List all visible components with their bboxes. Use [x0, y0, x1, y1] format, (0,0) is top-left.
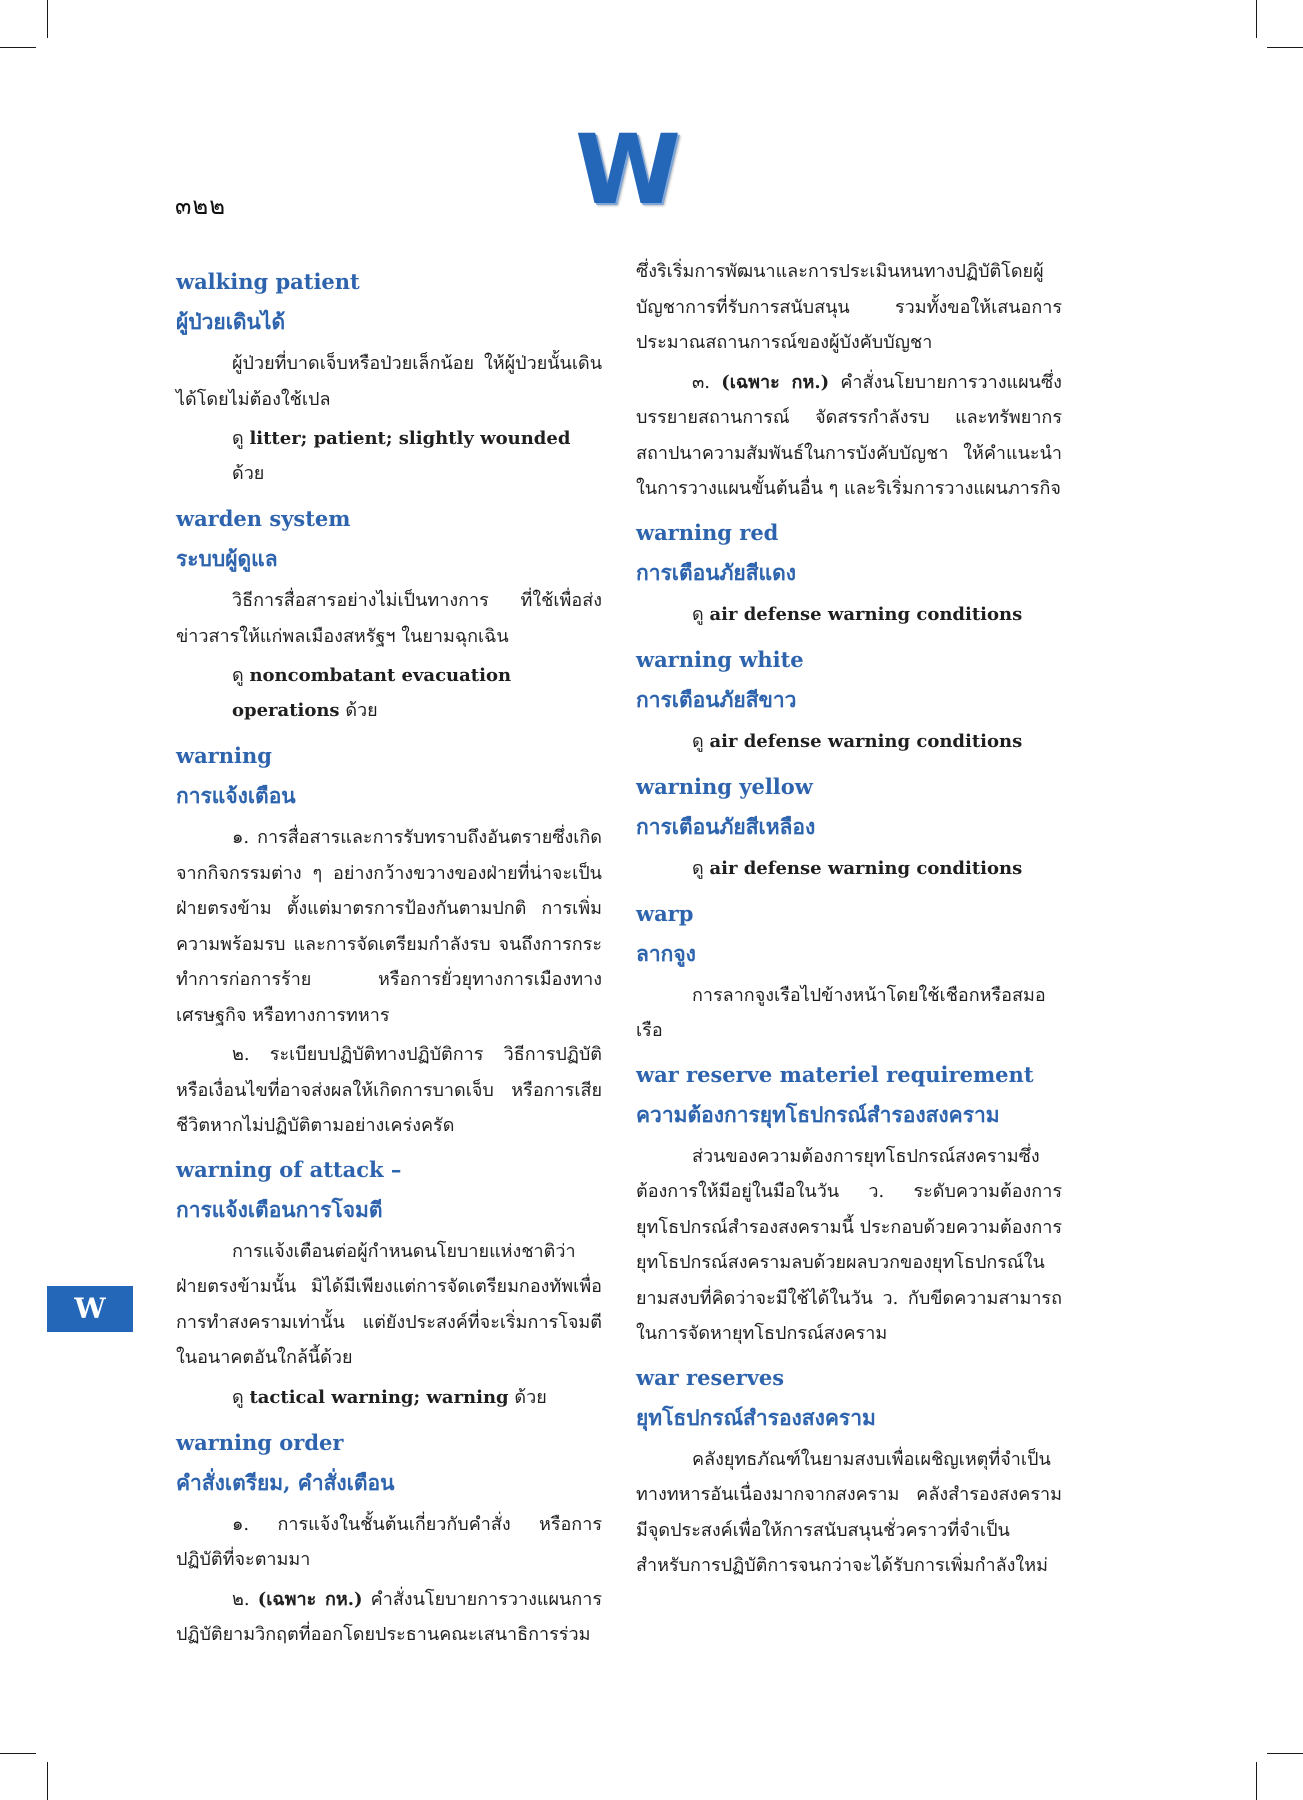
entry-thai-term: คำสั่งเตรียม, คำสั่งเตือน [176, 1469, 395, 1495]
entry-definition-2 [176, 1582, 602, 1653]
entry-walking-patient [176, 262, 602, 491]
entry-warning-yellow [636, 767, 1062, 886]
crop-mark-top-left-h [0, 47, 36, 48]
entry-term: warning white [636, 646, 804, 672]
entry-definition-1: ๑. การสื่อสารและการรับทราบถึงอันตรายซึ่งเกิดจากกิจกรรมต่าง ๆ อย่างกว้างขวางของฝ่ายที่น่าจะเป็นฝ่ายตรงข้าม ตั้งแต่มาตรการป้องกันตามปกติ การเพิ่มความพร้อมรบ และการจัดเตรียมกำลังรบ จนถึงการกระทำการก่อการร้าย หรือการยั่วยุทางการเมืองทางเศรษฐกิจ หรือทางการทหาร [176, 827, 602, 1026]
see-also [636, 724, 1062, 759]
entry-thai-term: ลากจูง [636, 940, 696, 966]
entry-definition-2-continued: ซึ่งริเริ่มการพัฒนาและการประเมินหนทางปฏิบัติโดยผู้บัญชาการที่รับการสนับสนุน รวมทั้งขอให้เสนอการประมาณสถานการณ์ของผู้บังคับบัญชา [636, 261, 1062, 353]
entry-term: warden system [176, 506, 351, 531]
crop-mark-bottom-right-h [1267, 1753, 1303, 1754]
entry-definition: การแจ้งเตือนต่อผู้กำหนดนโยบายแห่งชาติว่าฝ่ายตรงข้ามนั้น มิได้มีเพียงแต่การจัดเตรียมกองทัพเพื่อการทำสงครามเท่านั้น แต่ยังประสงค์ที่จะเริ่มการโจมตีในอนาคตอันใกล้นี้ด้วย [176, 1240, 602, 1368]
crop-mark-top-right-h [1267, 47, 1303, 48]
entry-warden-system [176, 499, 602, 728]
entry-definition-1: ๑. การแจ้งในชั้นต้นเกี่ยวกับคำสั่ง หรือการปฏิบัติที่จะตามมา [176, 1513, 602, 1570]
definition-text: คำสั่งนโยบายการวางแผนซึ่งบรรยายสถานการณ์ จัดสรรกำลังรบ และทรัพยากร สถาปนาความสัมพันธ์ในการบังคับบัญชา ให้คำแนะนำในการวางแผนขั้นต้นอื่น ๆ และริเริ่มการวางแผนภารกิจ [636, 371, 1062, 499]
entry-term: warning red [636, 519, 779, 545]
definition-number: ๒. [232, 1588, 250, 1610]
see-also-terms: air defense warning conditions [709, 603, 1023, 625]
entry-term: warp [636, 900, 694, 926]
entry-warning-white [636, 640, 1062, 759]
see-also [636, 597, 1062, 632]
entry-warning [176, 736, 602, 1144]
thumb-index-tab: W [47, 1286, 133, 1332]
left-column [176, 262, 602, 1659]
entry-war-reserves [636, 1358, 1062, 1584]
crop-mark-bottom-left-h [0, 1753, 36, 1754]
entry-warning-order-continued [636, 254, 1062, 507]
see-suffix: ด้วย [514, 1386, 547, 1408]
entry-warning-order [176, 1423, 602, 1653]
entry-thai-term: การเตือนภัยสีขาว [636, 686, 797, 712]
entry-thai-term: ความต้องการยุทโธปกรณ์สำรองสงคราม [636, 1101, 1000, 1127]
entry-term: warning [176, 743, 272, 768]
definition-number: ๓. [692, 371, 711, 393]
entry-term: war reserve materiel requirement [636, 1061, 1034, 1087]
see-also-terms: tactical warning; warning [249, 1386, 509, 1408]
see-also [176, 658, 602, 728]
entry-thai-term: ระบบผู้ดูแล [176, 546, 278, 571]
see-also [176, 421, 602, 491]
crop-mark-bottom-left-v [47, 1762, 48, 1800]
entry-term: warning of attack – [176, 1156, 402, 1182]
see-prefix: ดู [232, 665, 244, 686]
definition-scope-tag: (เฉพาะ กห.) [257, 1588, 363, 1610]
section-letter-heading: W [575, 114, 681, 226]
entry-thai-term: การแจ้งเตือนการโจมตี [176, 1196, 383, 1222]
crop-mark-top-right-v [1256, 0, 1257, 38]
definition-text: คำสั่งนโยบายการวางแผนการปฏิบัติยามวิกฤตที่ออกโดยประธานคณะเสนาธิการร่วม [176, 1588, 602, 1645]
see-also [176, 1380, 602, 1415]
definition-scope-tag: (เฉพาะ กห.) [721, 371, 830, 393]
entry-term: war reserves [636, 1364, 785, 1390]
see-also-terms: noncombatant evacuation operations [232, 665, 512, 721]
see-also-terms: air defense warning conditions [709, 730, 1023, 752]
entry-definition-2: ๒. ระเบียบปฏิบัติทางปฏิบัติการ วิธีการปฏิบัติหรือเงื่อนไขที่อาจส่งผลให้เกิดการบาดเจ็บ หรือการเสียชีวิตหากไม่ปฏิบัติตามอย่างเคร่งครัด [176, 1044, 602, 1136]
entry-warning-of-attack [176, 1150, 602, 1415]
crop-mark-top-left-v [47, 0, 48, 38]
see-prefix: ดู [232, 1386, 244, 1408]
entry-warp [636, 894, 1062, 1049]
entry-thai-term: ผู้ป่วยเดินได้ [176, 309, 286, 334]
see-prefix: ดู [692, 857, 704, 879]
entry-warning-red [636, 513, 1062, 632]
see-also [636, 851, 1062, 886]
crop-mark-bottom-right-v [1256, 1762, 1257, 1800]
entry-thai-term: การเตือนภัยสีเหลือง [636, 813, 816, 839]
right-column [636, 254, 1062, 1590]
see-prefix: ดู [692, 603, 704, 625]
entry-definition-3 [636, 365, 1062, 507]
see-prefix: ดู [692, 730, 704, 752]
entry-term: warning order [176, 1429, 344, 1455]
see-also-terms: litter; patient; slightly wounded [249, 428, 571, 449]
entry-definition: ส่วนของความต้องการยุทโธปกรณ์สงครามซึ่งต้องการให้มีอยู่ในมือในวัน ว. ระดับความต้องการยุทโธปกรณ์สำรองสงครามนี้ ประกอบด้วยความต้องการยุทโธปกรณ์สงครามลบด้วยผลบวกของยุทโธปกรณ์ในยามสงบที่คิดว่าจะมีใช้ได้ในวัน ว. กับขีดความสามารถในการจัดหายุทโธปกรณ์สงคราม [636, 1145, 1062, 1344]
page-number: ๓๒๒ [175, 192, 227, 220]
entry-definition: คลังยุทธภัณฑ์ในยามสงบเพื่อเผชิญเหตุที่จำเป็นทางทหารอันเนื่องมากจากสงคราม คลังสำรองสงครามมีจุดประสงค์เพื่อให้การสนับสนุนชั่วคราวที่จำเป็นสำหรับการปฏิบัติการจนกว่าจะได้รับการเพิ่มกำลังใหม่ [636, 1448, 1062, 1576]
see-suffix: ด้วย [345, 700, 378, 721]
entry-thai-term: การเตือนภัยสีแดง [636, 559, 796, 585]
entry-thai-term: ยุทโธปกรณ์สำรองสงคราม [636, 1404, 876, 1430]
see-suffix: ด้วย [232, 463, 265, 484]
entry-definition: การลากจูงเรือไปข้างหน้าโดยใช้เชือกหรือสมอเรือ [636, 984, 1046, 1041]
entry-term: warning yellow [636, 773, 813, 799]
see-also-terms: air defense warning conditions [709, 857, 1023, 879]
entry-war-reserve-materiel-requirement [636, 1055, 1062, 1352]
entry-definition: วิธีการสื่อสารอย่างไม่เป็นทางการ ที่ใช้เพื่อส่งข่าวสารให้แก่พลเมืองสหรัฐฯ ในยามฉุกเฉิน [176, 590, 602, 647]
entry-thai-term: การแจ้งเตือน [176, 783, 296, 808]
see-prefix: ดู [232, 428, 244, 449]
entry-term: walking patient [176, 269, 360, 294]
entry-definition: ผู้ป่วยที่บาดเจ็บหรือป่วยเล็กน้อย ให้ผู้ป่วยนั้นเดินได้โดยไม่ต้องใช้เปล [176, 353, 602, 410]
